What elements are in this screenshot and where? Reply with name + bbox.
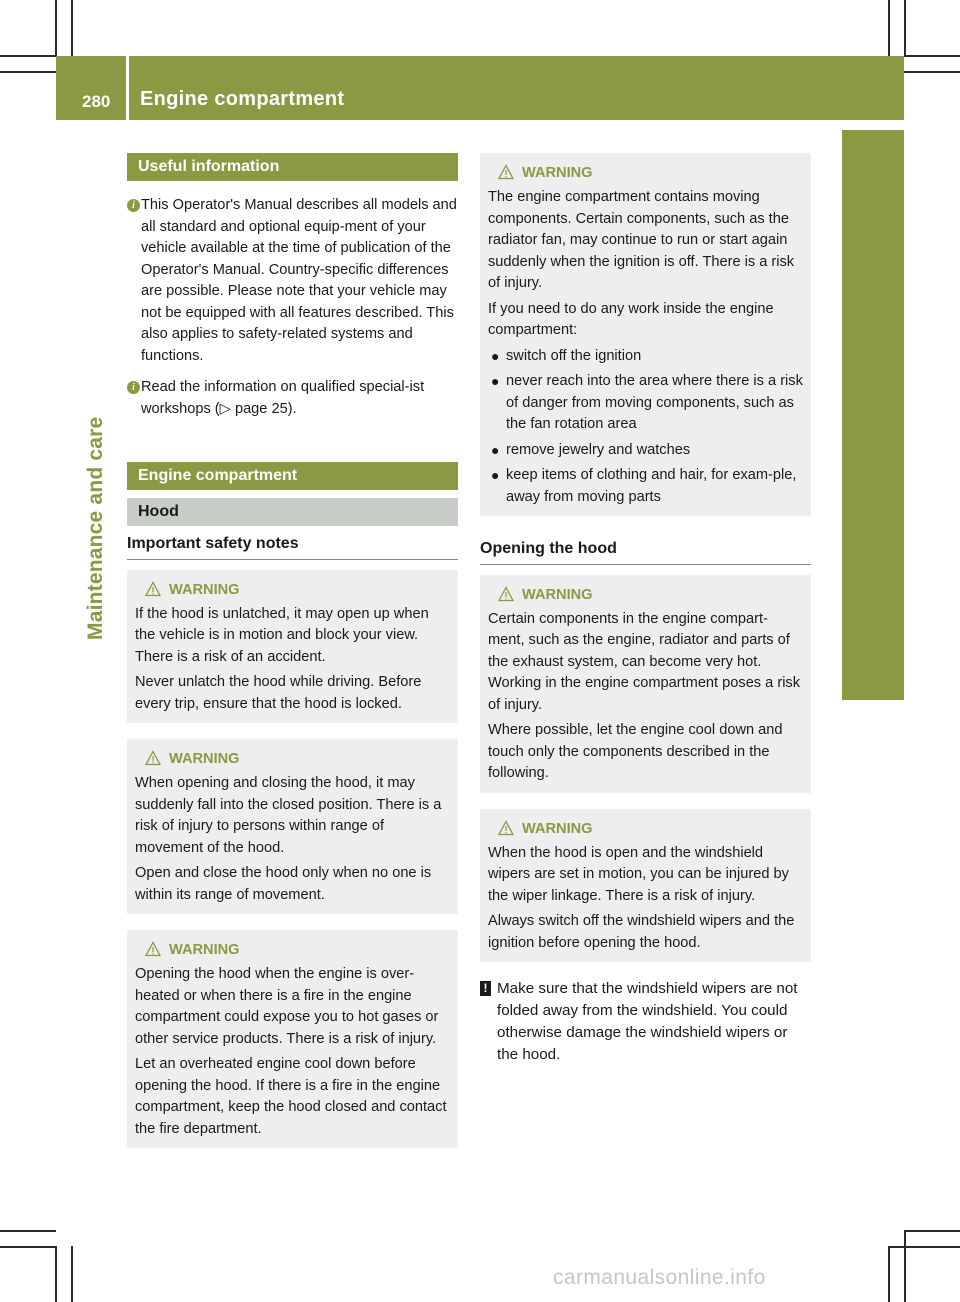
footer-watermark: carmanualsonline.info	[553, 1266, 766, 1289]
bullet-icon: ●	[491, 373, 500, 389]
info-paragraph	[127, 377, 458, 420]
warning-text: Let an overheated engine cool down before opening the hood. If there is a fire in the engine compartment, keep the hood closed and contact the fire department.	[135, 1056, 447, 1137]
warning-triangle-icon	[498, 164, 514, 180]
info-icon: i	[127, 199, 140, 212]
info-paragraph	[127, 195, 458, 367]
bullet-item	[488, 371, 803, 436]
crop-mark	[0, 55, 56, 57]
warning-header	[488, 585, 803, 607]
warning-text: If the hood is unlatched, it may open up when the vehicle is in motion and block your view. There is a risk of an accident.	[135, 605, 429, 665]
bullet-icon: ●	[491, 347, 500, 364]
warning-header	[135, 749, 450, 771]
crop-mark	[0, 71, 56, 73]
warning-box	[480, 575, 811, 793]
bullet-item	[488, 465, 803, 508]
info-text: This Operator's Manual describes all models and all standard and optional equip-ment of your vehicle available at the time of publication of the Operator's Manual. Country-specific differences are possible. Please note that your vehicle may not be equipped with all features described. This also applies to safety-related systems and functions.	[141, 197, 457, 364]
note-text: Make sure that the windshield wipers are not folded away from the windshield. You could otherwise damage the windshield wipers or the hood.	[497, 980, 798, 1063]
chapter-tab-label: Maintenance and care	[84, 416, 107, 640]
warning-box	[480, 153, 811, 516]
chapter-tab	[842, 130, 904, 700]
page-title: Engine compartment	[140, 88, 345, 110]
left-column	[127, 153, 458, 1164]
hood-heading: Hood	[127, 498, 458, 526]
crop-mark	[888, 1246, 960, 1248]
bullet-icon: ●	[491, 467, 500, 483]
engine-compartment-heading: Engine compartment	[127, 462, 458, 490]
crop-mark	[888, 0, 890, 56]
warning-text: Always switch off the windshield wipers and the ignition before opening the hood.	[488, 913, 795, 951]
warning-header	[488, 163, 803, 185]
page-number: 280	[82, 92, 111, 111]
bullet-text: keep items of clothing and hair, for exam-ple, away from moving parts	[506, 467, 797, 505]
crop-mark	[71, 1246, 73, 1302]
crop-mark	[888, 1246, 890, 1302]
crop-mark	[904, 0, 906, 56]
opening-hood-heading: Opening the hood	[480, 538, 811, 565]
right-column	[480, 153, 811, 1066]
crop-mark	[55, 1246, 57, 1302]
crop-mark	[0, 1230, 56, 1232]
warning-label: WARNING	[169, 751, 240, 767]
warning-header	[488, 819, 803, 841]
warning-triangle-icon	[498, 586, 514, 602]
bullet-icon: ●	[491, 441, 500, 458]
safety-notes-heading: Important safety notes	[127, 533, 458, 560]
warning-text: The engine compartment contains moving components. Certain components, such as the radiator fan, may continue to run or start again suddenly when the ignition is off. There is a risk of injury.	[488, 189, 795, 291]
bullet-text: switch off the ignition	[506, 347, 642, 364]
crop-mark	[904, 55, 960, 57]
warning-text: Open and close the hood only when no one is within its range of movement.	[135, 865, 432, 903]
warning-text: Where possible, let the engine cool down and touch only the components described in the following.	[488, 722, 783, 781]
bullet-item	[488, 440, 803, 462]
crop-mark	[904, 71, 960, 73]
warning-box	[127, 930, 458, 1148]
warning-header	[135, 940, 450, 962]
warning-triangle-icon	[145, 941, 161, 957]
warning-text: Never unlatch the hood while driving. Before every trip, ensure that the hood is locked.	[135, 674, 422, 712]
warning-header	[135, 580, 450, 602]
warning-text: Opening the hood when the engine is over-heated or when there is a fire in the engine compartment could expose you to hot gases or other service products. There is a risk of injury.	[135, 966, 439, 1047]
warning-text: When the hood is open and the windshield wipers are set in motion, you can be injured by the wiper linkage. There is a risk of injury.	[488, 844, 789, 904]
crop-mark	[55, 0, 57, 56]
warning-label: WARNING	[169, 942, 240, 958]
warning-triangle-icon	[145, 750, 161, 766]
warning-box	[480, 809, 811, 963]
crop-mark	[904, 1230, 906, 1302]
note-paragraph	[480, 978, 811, 1066]
warning-text: Certain components in the engine compart-ment, such as the engine, radiator and parts of the exhaust system, can become very hot. Working in the engine compartment poses a risk of injury.	[488, 610, 801, 713]
info-icon: i	[127, 381, 140, 394]
warning-triangle-icon	[145, 581, 161, 597]
bullet-text: never reach into the area where there is a risk of danger from moving components, such as the fan rotation area	[506, 373, 803, 432]
warning-text: If you need to do any work inside the engine compartment:	[488, 300, 774, 338]
crop-mark	[0, 1246, 56, 1248]
warning-text: When opening and closing the hood, it may suddenly fall into the closed position. There is a risk of injury to persons within range of movement of the hood.	[135, 775, 442, 856]
bullet-item	[488, 346, 803, 368]
warning-box	[127, 570, 458, 724]
useful-info-heading: Useful information	[127, 153, 458, 181]
warning-label: WARNING	[522, 165, 593, 181]
warning-label: WARNING	[169, 581, 240, 598]
warning-box	[127, 739, 458, 914]
warning-label: WARNING	[522, 586, 593, 603]
warning-triangle-icon	[498, 820, 514, 836]
crop-mark	[71, 0, 73, 56]
header-divider	[126, 56, 129, 120]
info-text: Read the information on qualified special-ist workshops (▷ page 25).	[141, 379, 425, 417]
crop-mark	[904, 1230, 960, 1232]
warning-label: WARNING	[522, 820, 593, 837]
bullet-text: remove jewelry and watches	[506, 441, 691, 458]
exclamation-icon: !	[480, 981, 491, 996]
